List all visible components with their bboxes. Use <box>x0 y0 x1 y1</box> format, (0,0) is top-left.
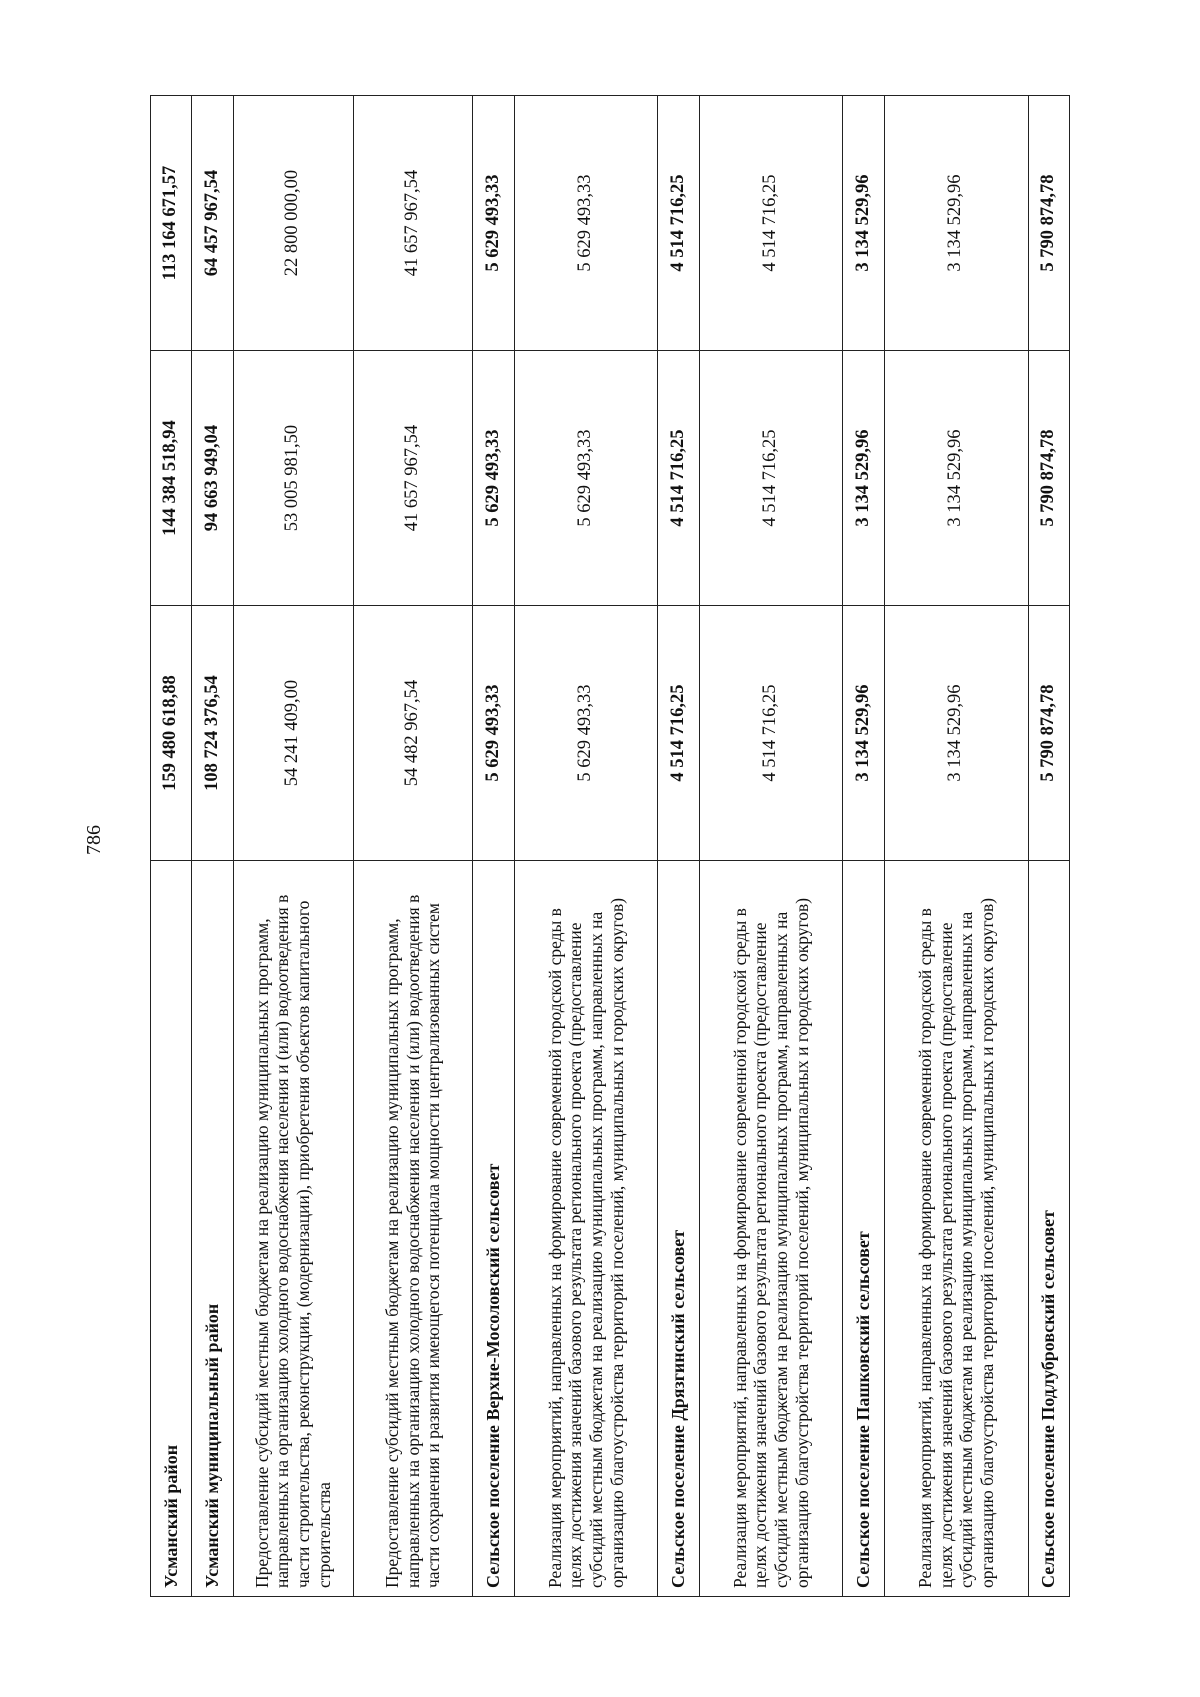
row-value-3: 5 790 874,78 <box>1028 96 1069 351</box>
row-value-2: 144 384 518,94 <box>151 351 192 606</box>
row-value-1: 4 514 716,25 <box>658 606 699 861</box>
row-value-2: 5 629 493,33 <box>514 351 658 606</box>
row-value-3: 113 164 671,57 <box>151 96 192 351</box>
row-value-2: 41 657 967,54 <box>353 351 473 606</box>
row-value-1: 54 241 409,00 <box>233 606 353 861</box>
row-value-2: 53 005 981,50 <box>233 351 353 606</box>
row-name: Сельское поселение Верхне-Мосоловский сельсовет <box>473 861 514 1597</box>
table-row <box>233 96 353 1597</box>
row-value-1: 3 134 529,96 <box>884 606 1028 861</box>
table-row <box>151 96 192 1597</box>
table-row <box>514 96 658 1597</box>
row-value-2: 3 134 529,96 <box>884 351 1028 606</box>
row-value-3: 3 134 529,96 <box>843 96 884 351</box>
row-value-1: 5 629 493,33 <box>514 606 658 861</box>
row-value-1: 5 629 493,33 <box>473 606 514 861</box>
row-name: Усманский район <box>151 861 192 1597</box>
row-value-2: 5 790 874,78 <box>1028 351 1069 606</box>
row-value-2: 3 134 529,96 <box>843 351 884 606</box>
row-name: Предоставление субсидий местным бюджетам на реализацию муниципальных программ, направленных на организацию холодного водоснабжения населения и (или) водоотведения в части сохранения и развития имеющегося потенциала мощности централизованных систем <box>353 861 473 1597</box>
row-name: Предоставление субсидий местным бюджетам на реализацию муниципальных программ, направленных на организацию холодного водоснабжения населения и (или) водоотведения в части строительства, реконструкции, (модернизации), приобретения объектов капитального строительства <box>233 861 353 1597</box>
row-name: Реализация мероприятий, направленных на формирование современной городской среды в целях достижения значений базового результата регионального проекта (предоставление субсидий местным бюджетам на реализацию муниципальных программ, направленных на организацию благоустройства территорий поселений, муниципальных и городских округов) <box>884 861 1028 1597</box>
row-value-3: 4 514 716,25 <box>699 96 843 351</box>
budget-table <box>150 95 1070 1597</box>
row-name: Реализация мероприятий, направленных на формирование современной городской среды в целях достижения значений базового результата регионального проекта (предоставление субсидий местным бюджетам на реализацию муниципальных программ, направленных на организацию благоустройства территорий поселений, муниципальных и городских округов) <box>514 861 658 1597</box>
row-name: Сельское поселение Пашковский сельсовет <box>843 861 884 1597</box>
table-row <box>192 96 233 1597</box>
table-row <box>699 96 843 1597</box>
row-value-1: 159 480 618,88 <box>151 606 192 861</box>
row-name: Сельское поселение Дрязгинский сельсовет <box>658 861 699 1597</box>
row-value-3: 4 514 716,25 <box>658 96 699 351</box>
row-value-3: 5 629 493,33 <box>473 96 514 351</box>
row-value-1: 3 134 529,96 <box>843 606 884 861</box>
row-value-2: 5 629 493,33 <box>473 351 514 606</box>
row-value-1: 4 514 716,25 <box>699 606 843 861</box>
row-value-3: 5 629 493,33 <box>514 96 658 351</box>
row-value-1: 108 724 376,54 <box>192 606 233 861</box>
row-value-2: 4 514 716,25 <box>699 351 843 606</box>
row-value-3: 41 657 967,54 <box>353 96 473 351</box>
row-value-2: 94 663 949,04 <box>192 351 233 606</box>
table-row <box>353 96 473 1597</box>
row-value-3: 3 134 529,96 <box>884 96 1028 351</box>
table-row <box>843 96 884 1597</box>
row-name: Реализация мероприятий, направленных на формирование современной городской среды в целях достижения значений базового результата регионального проекта (предоставление субсидий местным бюджетам на реализацию муниципальных программ, направленных на организацию благоустройства территорий поселений, муниципальных и городских округов) <box>699 861 843 1597</box>
row-value-2: 4 514 716,25 <box>658 351 699 606</box>
table-row <box>1028 96 1069 1597</box>
table-row <box>473 96 514 1597</box>
rotated-table-container <box>150 97 1070 1597</box>
row-value-1: 54 482 967,54 <box>353 606 473 861</box>
row-value-3: 22 800 000,00 <box>233 96 353 351</box>
row-name: Сельское поселение Подлубровский сельсовет <box>1028 861 1069 1597</box>
row-value-1: 5 790 874,78 <box>1028 606 1069 861</box>
table-row <box>884 96 1028 1597</box>
row-value-3: 64 457 967,54 <box>192 96 233 351</box>
row-name: Усманский муниципальный район <box>192 861 233 1597</box>
table-row <box>658 96 699 1597</box>
page-number: 786 <box>83 825 105 855</box>
